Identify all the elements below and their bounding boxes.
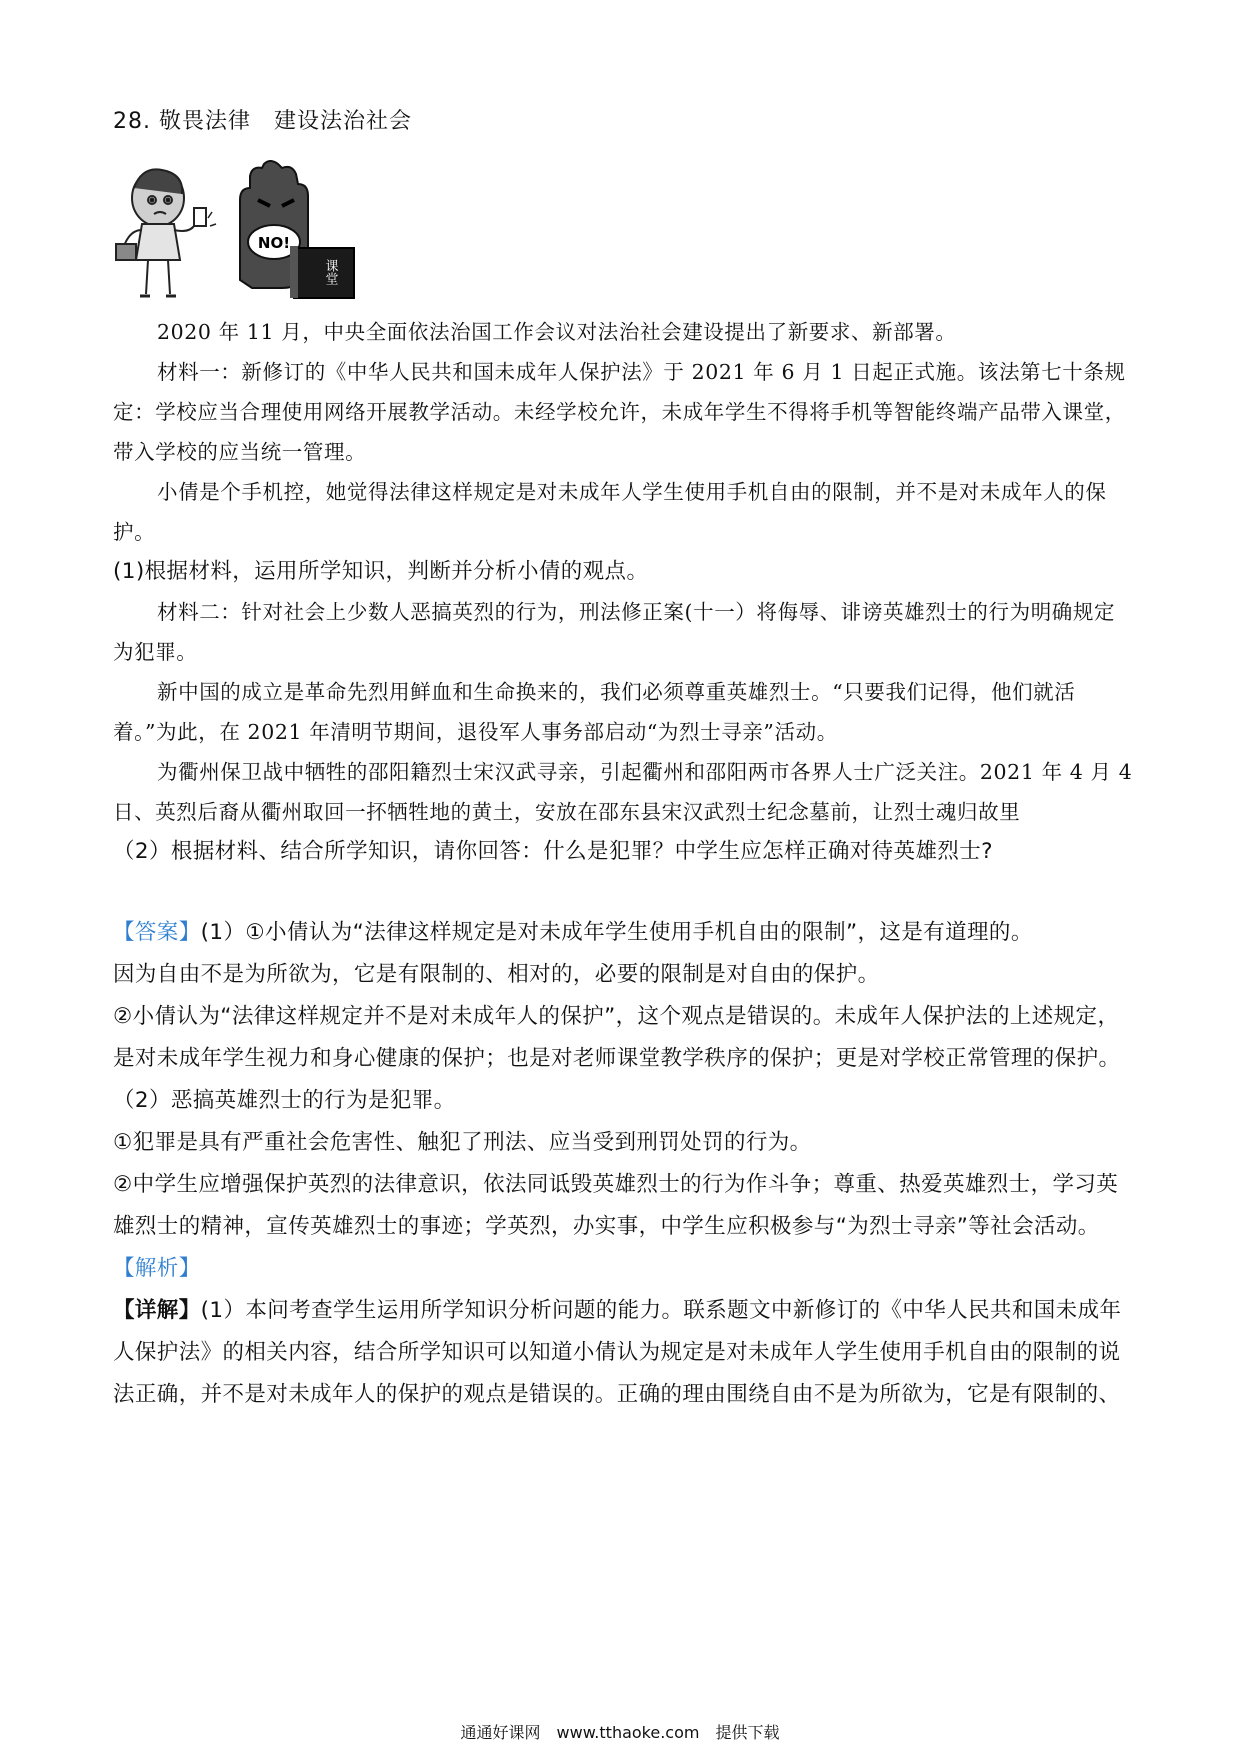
- quzhou-paragraph: 为衢州保卫战中牺牲的邵阳籍烈士宋汉武寻亲，引起衢州和邵阳两市各界人士广泛关注。2021 年 4 月 4 日、英烈后裔从衢州取回一抔牺牲地的黄土，安放在邵东县宋汉武烈士纪念墓前，让烈士魂归故里: [113, 760, 1133, 824]
- material-intro: 2020 年 11 月，中央全面依法治国工作会议对法治社会建设提出了新要求、新部署。: [157, 320, 957, 344]
- answer-two-how: ②中学生应增强保护英烈的法律意识，依法同诋毁英雄烈士的行为作斗争；尊重、热爱英雄烈士，学习英雄烈士的精神，宣传英雄烈士的事迹；学英烈，办实事，中学生应积极参与“为烈士寻亲”等社会活动。: [113, 1172, 1119, 1239]
- no-sign-text: NO!: [257, 234, 291, 252]
- answer-one-part-two: ②小倩认为“法律这样规定并不是对未成年人的保护”，这个观点是错误的。未成年人保护法的上述规定，是对未成年学生视力和身心健康的保护；也是对老师课堂教学秩序的保护；更是对学校正常管理的保护。: [113, 1004, 1121, 1071]
- material-two: 材料二：针对社会上少数人恶搞英烈的行为，刑法修正案(十一）将侮辱、诽谤英雄烈士的行为明确规定为犯罪。: [113, 600, 1116, 664]
- material-one: 材料一：新修订的《中华人民共和国未成年人保护法》于 2021 年 6 月 1 日起正式施。该法第七十条规定：学校应当合理使用网络开展教学活动。未经学校允许，未成年学生不得将手机等智能终端产品带入课堂，带入学校的应当统一管理。: [113, 360, 1126, 464]
- detail-text: (1）本问考查学生运用所学知识分析问题的能力。联系题文中新修订的《中华人民共和国未成年人保护法》的相关内容，结合所学知识可以知道小倩认为规定是对未成年人学生使用手机自由的限制的说法正确，并不是对未成年人的保护的观点是错误的。正确的理由围绕自由不是为所欲为，它是有限制的、: [113, 1298, 1122, 1407]
- hero-paragraph: 新中国的成立是革命先烈用鲜血和生命换来的，我们必须尊重英雄烈士。“只要我们记得，他们就活着。”为此，在 2021 年清明节期间，退役军人事务部启动“为烈士寻亲”活动。: [113, 680, 1076, 744]
- answer-line-one: [113, 912, 1133, 954]
- student-figure: [116, 169, 216, 296]
- answer-section: [113, 912, 1133, 1416]
- answer-tag: 【答案】: [113, 920, 201, 945]
- question-title: 28. 敬畏法律 建设法治社会: [113, 109, 412, 134]
- cartoon-illustration: [112, 160, 402, 300]
- detail-paragraph: [113, 1290, 1133, 1416]
- question-two: （2）根据材料、结合所学知识，请你回答：什么是犯罪？中学生应怎样正确对待英雄烈士?: [113, 839, 993, 864]
- xiaoqian-view: 小倩是个手机控，她觉得法律这样规定是对未成年人学生使用手机自由的限制，并不是对未成年人的保护。: [113, 480, 1107, 544]
- question-one: (1)根据材料，运用所学知识，判断并分析小倩的观点。: [113, 559, 649, 584]
- answer-two-definition: ①犯罪是具有严重社会危害性、触犯了刑法、应当受到刑罚处罚的行为。: [113, 1130, 812, 1155]
- answer-one-reason: 因为自由不是为所欲为，它是有限制的、相对的，必要的限制是对自由的保护。: [113, 962, 880, 987]
- answer-one-text: (1）①小倩认为“法律这样规定是对未成年学生使用手机自由的限制”，这是有道理的。: [200, 920, 1033, 945]
- page-footer: 通通好课网 www.tthaoke.com 提供下载: [460, 1723, 780, 1742]
- material-section: [113, 312, 1133, 872]
- detail-tag: 【详解】: [113, 1298, 201, 1323]
- analysis-tag: 【解析】: [113, 1256, 201, 1281]
- classroom-sign-text: 课堂: [322, 259, 338, 285]
- answer-two-line: （2）恶搞英雄烈士的行为是犯罪。: [113, 1088, 456, 1113]
